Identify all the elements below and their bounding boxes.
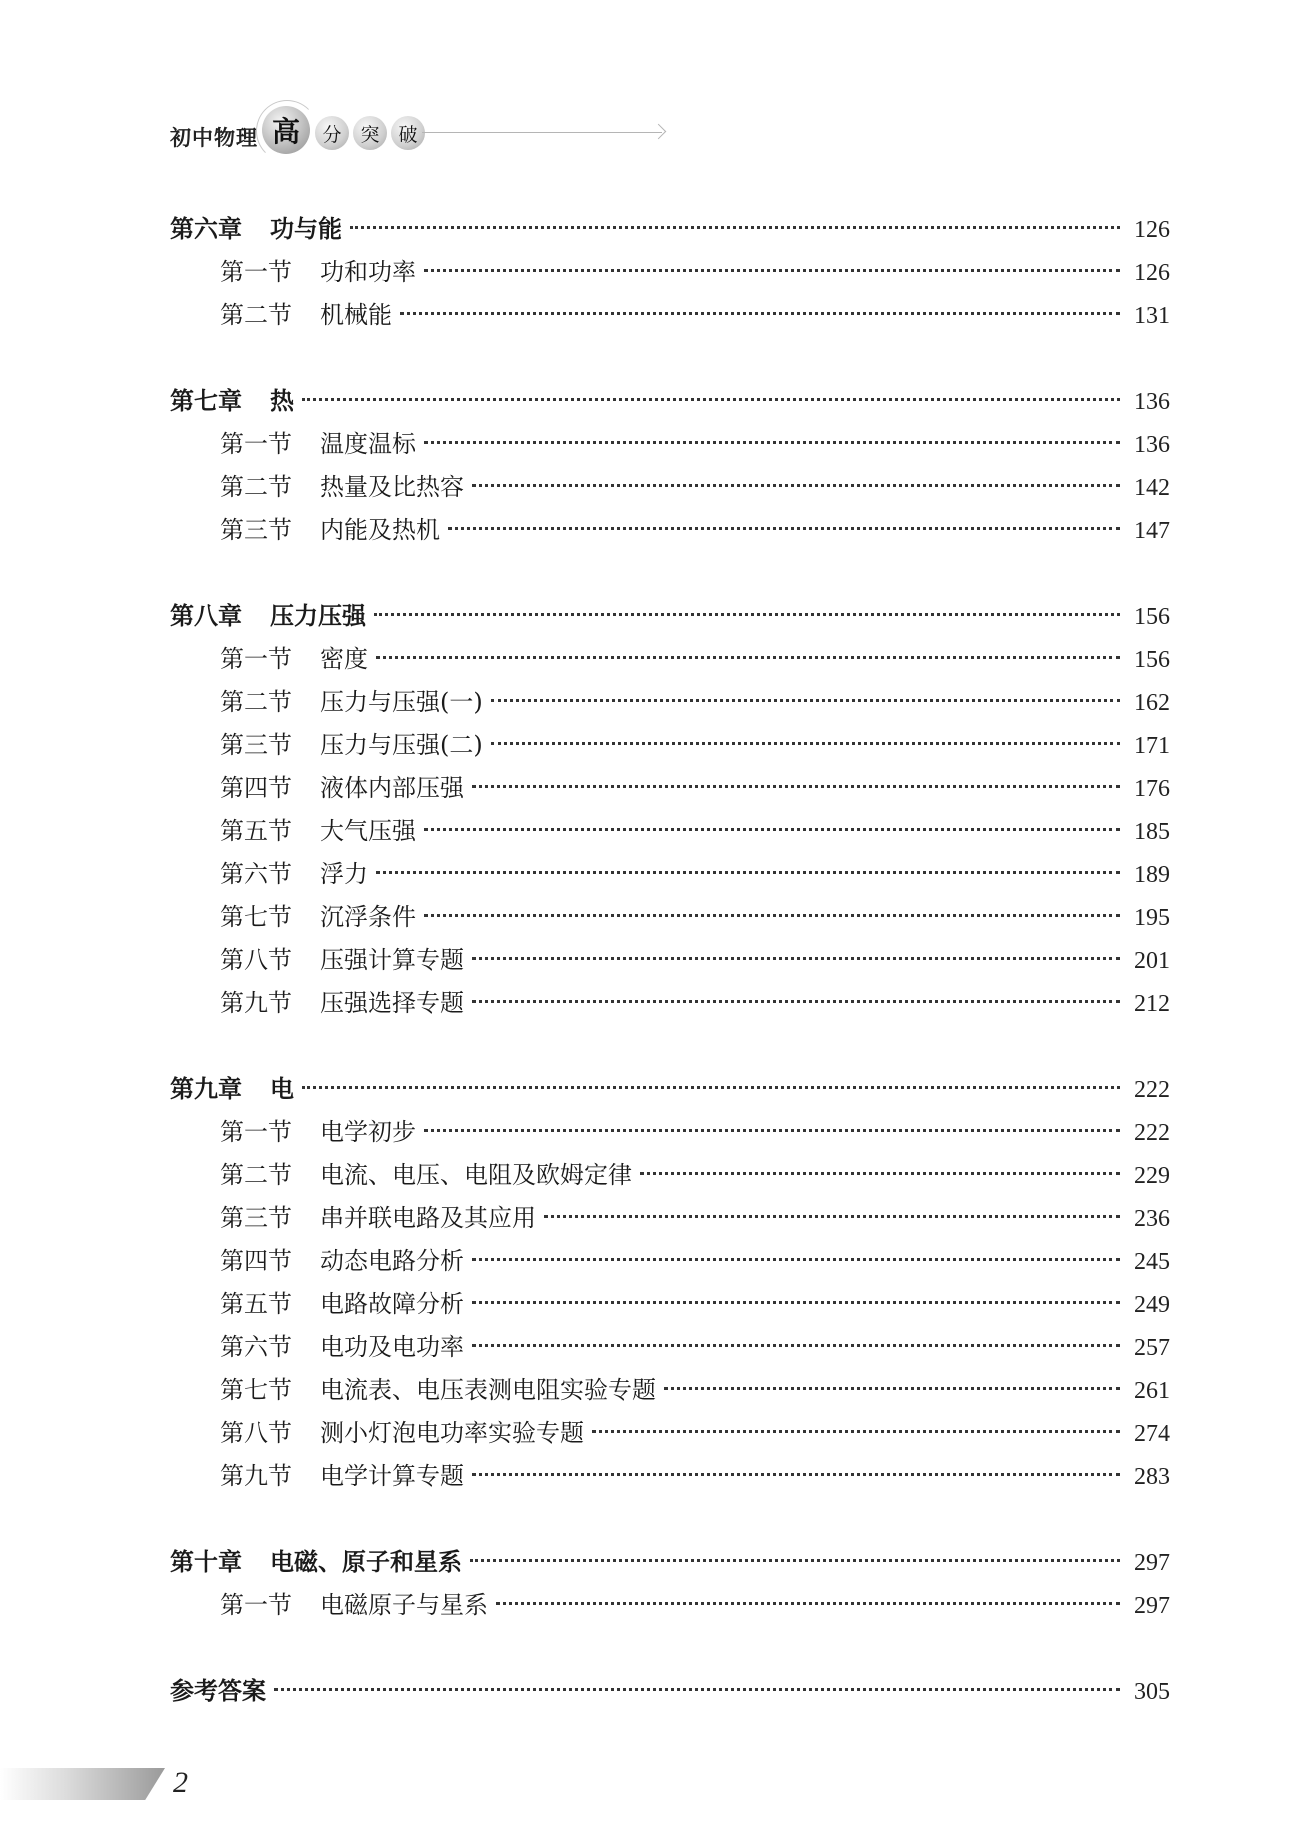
section-label (220, 1154, 632, 1197)
chapter-number: 第十章 (170, 1548, 242, 1576)
series-logo-char-1: 高 (262, 106, 310, 154)
section-label (220, 810, 416, 853)
section-page-number: 201 (1134, 948, 1170, 974)
section-label (220, 466, 464, 509)
chapter-page-number: 305 (1134, 1679, 1170, 1705)
series-logo-char-2: 分 (315, 116, 349, 150)
section-number: 第五节 (220, 1290, 292, 1318)
section-title: 功和功率 (320, 258, 416, 286)
toc-section-entry[interactable] (170, 1111, 1170, 1154)
toc-section-entry[interactable] (170, 724, 1170, 767)
toc-chapter-block (170, 1068, 1170, 1498)
dot-leader (491, 742, 1120, 745)
toc-section-entry[interactable] (170, 294, 1170, 337)
section-page-number: 261 (1134, 1378, 1170, 1404)
chapter-number: 第六章 (170, 215, 242, 243)
toc-section-entry[interactable] (170, 1283, 1170, 1326)
toc-section-entry[interactable] (170, 853, 1170, 896)
section-title: 密度 (320, 645, 368, 673)
section-label (220, 1197, 536, 1240)
section-number: 第六节 (220, 860, 292, 888)
toc-chapter-block (170, 208, 1170, 337)
dot-leader (274, 1688, 1120, 1691)
toc-chapter-block (170, 380, 1170, 552)
dot-leader (472, 1344, 1120, 1347)
section-title: 内能及热机 (320, 516, 440, 544)
section-page-number: 156 (1134, 647, 1170, 673)
section-title: 压力与压强(一) (320, 688, 483, 716)
toc-chapter-entry[interactable] (170, 1541, 1170, 1584)
section-number: 第三节 (220, 1204, 292, 1232)
section-number: 第九节 (220, 1462, 292, 1490)
section-title: 机械能 (320, 301, 392, 329)
toc-section-entry[interactable] (170, 896, 1170, 939)
dot-leader (424, 441, 1120, 444)
section-label (220, 939, 464, 982)
dot-leader (472, 1301, 1120, 1304)
chapter-title: 电磁、原子和星系 (270, 1548, 462, 1576)
chapter-number: 第七章 (170, 387, 242, 415)
dot-leader (470, 1559, 1120, 1562)
dot-leader (472, 1000, 1120, 1003)
dot-leader (472, 957, 1120, 960)
section-number: 第二节 (220, 688, 292, 716)
section-label (220, 1283, 464, 1326)
dot-leader (640, 1172, 1120, 1175)
dot-leader (472, 1258, 1120, 1261)
toc-section-entry[interactable] (170, 1584, 1170, 1627)
section-page-number: 185 (1134, 819, 1170, 845)
dot-leader (472, 484, 1120, 487)
toc-section-entry[interactable] (170, 767, 1170, 810)
toc-chapter-entry[interactable] (170, 208, 1170, 251)
section-number: 第三节 (220, 731, 292, 759)
section-number: 第二节 (220, 1161, 292, 1189)
chapter-page-number: 126 (1134, 217, 1170, 243)
chapter-title: 功与能 (270, 215, 342, 243)
section-number: 第九节 (220, 989, 292, 1017)
section-title: 大气压强 (320, 817, 416, 845)
series-logo-char-3: 突 (353, 116, 387, 150)
toc-chapter-block (170, 1541, 1170, 1627)
dot-leader (374, 613, 1120, 616)
toc-chapter-entry[interactable] (170, 1068, 1170, 1111)
toc-section-entry[interactable] (170, 509, 1170, 552)
section-label (220, 1584, 488, 1627)
section-title: 电学计算专题 (320, 1462, 464, 1490)
section-page-number: 212 (1134, 991, 1170, 1017)
section-label (220, 1412, 584, 1455)
section-label (220, 724, 483, 767)
section-title: 沉浮条件 (320, 903, 416, 931)
toc-chapter-entry[interactable] (170, 595, 1170, 638)
section-label (220, 423, 416, 466)
section-number: 第四节 (220, 774, 292, 802)
toc-section-entry[interactable] (170, 681, 1170, 724)
section-label (220, 767, 464, 810)
section-title: 测小灯泡电功率实验专题 (320, 1419, 584, 1447)
section-page-number: 176 (1134, 776, 1170, 802)
dot-leader (400, 312, 1120, 315)
section-title: 电磁原子与星系 (320, 1591, 488, 1619)
chapter-page-number: 222 (1134, 1077, 1170, 1103)
section-number: 第一节 (220, 258, 292, 286)
running-header (170, 100, 530, 170)
section-page-number: 147 (1134, 518, 1170, 544)
chapter-label (170, 208, 342, 251)
arrow-icon (422, 132, 662, 133)
section-title: 压力与压强(二) (320, 731, 483, 759)
series-logo-char-4: 破 (391, 116, 425, 150)
chapter-title: 参考答案 (170, 1677, 266, 1705)
section-label (220, 853, 368, 896)
toc-section-entry[interactable] (170, 638, 1170, 681)
toc-chapter-entry[interactable] (170, 1670, 1170, 1713)
section-page-number: 297 (1134, 1593, 1170, 1619)
chapter-label (170, 380, 294, 423)
chapter-page-number: 297 (1134, 1550, 1170, 1576)
section-title: 压强选择专题 (320, 989, 464, 1017)
section-page-number: 236 (1134, 1206, 1170, 1232)
toc-section-entry[interactable] (170, 1240, 1170, 1283)
section-number: 第一节 (220, 1591, 292, 1619)
section-title: 动态电路分析 (320, 1247, 464, 1275)
section-label (220, 982, 464, 1025)
section-number: 第一节 (220, 645, 292, 673)
chapter-title: 热 (270, 387, 294, 415)
dot-leader (424, 1129, 1120, 1132)
toc-section-entry[interactable] (170, 423, 1170, 466)
dot-leader (491, 699, 1120, 702)
chapter-number: 第九章 (170, 1075, 242, 1103)
dot-leader (472, 1473, 1120, 1476)
toc-section-entry[interactable] (170, 939, 1170, 982)
section-page-number: 189 (1134, 862, 1170, 888)
toc-section-entry[interactable] (170, 251, 1170, 294)
section-number: 第七节 (220, 1376, 292, 1404)
dot-leader (302, 398, 1120, 401)
section-title: 温度温标 (320, 430, 416, 458)
section-page-number: 283 (1134, 1464, 1170, 1490)
section-number: 第八节 (220, 1419, 292, 1447)
dot-leader (424, 828, 1120, 831)
dot-leader (496, 1602, 1120, 1605)
section-title: 串并联电路及其应用 (320, 1204, 536, 1232)
section-title: 电功及电功率 (320, 1333, 464, 1361)
section-title: 浮力 (320, 860, 368, 888)
dot-leader (424, 914, 1120, 917)
section-number: 第七节 (220, 903, 292, 931)
table-of-contents (170, 208, 1170, 1713)
dot-leader (376, 656, 1120, 659)
dot-leader (472, 785, 1120, 788)
section-label (220, 251, 416, 294)
dot-leader (664, 1387, 1120, 1390)
section-page-number: 142 (1134, 475, 1170, 501)
section-page-number: 222 (1134, 1120, 1170, 1146)
section-title: 电学初步 (320, 1118, 416, 1146)
section-title: 电流表、电压表测电阻实验专题 (320, 1376, 656, 1404)
dot-leader (350, 226, 1120, 229)
section-page-number: 249 (1134, 1292, 1170, 1318)
section-title: 液体内部压强 (320, 774, 464, 802)
chapter-label (170, 1541, 462, 1584)
section-title: 电路故障分析 (320, 1290, 464, 1318)
section-page-number: 257 (1134, 1335, 1170, 1361)
toc-section-entry[interactable] (170, 982, 1170, 1025)
book-title: 初中物理 (170, 126, 258, 150)
section-title: 热量及比热容 (320, 473, 464, 501)
section-number: 第二节 (220, 301, 292, 329)
chapter-label (170, 595, 366, 638)
section-number: 第二节 (220, 473, 292, 501)
section-number: 第五节 (220, 817, 292, 845)
section-page-number: 171 (1134, 733, 1170, 759)
chapter-label (170, 1068, 294, 1111)
section-page-number: 229 (1134, 1163, 1170, 1189)
toc-section-entry[interactable] (170, 1154, 1170, 1197)
chapter-title: 压力压强 (270, 602, 366, 630)
section-page-number: 274 (1134, 1421, 1170, 1447)
toc-chapter-block (170, 1670, 1170, 1713)
section-label (220, 509, 440, 552)
section-label (220, 1455, 464, 1498)
dot-leader (424, 269, 1120, 272)
toc-chapter-block (170, 595, 1170, 1025)
dot-leader (544, 1215, 1120, 1218)
section-label (220, 1326, 464, 1369)
toc-chapter-entry[interactable] (170, 380, 1170, 423)
section-page-number: 162 (1134, 690, 1170, 716)
section-label (220, 1369, 656, 1412)
section-label (220, 896, 416, 939)
chapter-page-number: 136 (1134, 389, 1170, 415)
section-label (220, 1111, 416, 1154)
section-label (220, 638, 368, 681)
toc-section-entry[interactable] (170, 1455, 1170, 1498)
section-page-number: 195 (1134, 905, 1170, 931)
chapter-title: 电 (270, 1075, 294, 1103)
toc-section-entry[interactable] (170, 1197, 1170, 1240)
chapter-label (170, 1670, 266, 1713)
section-number: 第三节 (220, 516, 292, 544)
section-page-number: 126 (1134, 260, 1170, 286)
toc-section-entry[interactable] (170, 466, 1170, 509)
section-page-number: 245 (1134, 1249, 1170, 1275)
section-title: 电流、电压、电阻及欧姆定律 (320, 1161, 632, 1189)
section-number: 第八节 (220, 946, 292, 974)
chapter-page-number: 156 (1134, 604, 1170, 630)
section-label (220, 681, 483, 724)
section-label (220, 294, 392, 337)
section-page-number: 131 (1134, 303, 1170, 329)
section-title: 压强计算专题 (320, 946, 464, 974)
toc-section-entry[interactable] (170, 810, 1170, 853)
dot-leader (302, 1086, 1120, 1089)
dot-leader (448, 527, 1120, 530)
dot-leader (376, 871, 1120, 874)
chapter-number: 第八章 (170, 602, 242, 630)
section-number: 第一节 (220, 430, 292, 458)
section-number: 第一节 (220, 1118, 292, 1146)
section-page-number: 136 (1134, 432, 1170, 458)
toc-section-entry[interactable] (170, 1369, 1170, 1412)
section-number: 第六节 (220, 1333, 292, 1361)
toc-section-entry[interactable] (170, 1326, 1170, 1369)
page-number: 2 (173, 1766, 188, 1799)
dot-leader (592, 1430, 1120, 1433)
footer-decoration (0, 1768, 165, 1800)
section-number: 第四节 (220, 1247, 292, 1275)
toc-section-entry[interactable] (170, 1412, 1170, 1455)
section-label (220, 1240, 464, 1283)
